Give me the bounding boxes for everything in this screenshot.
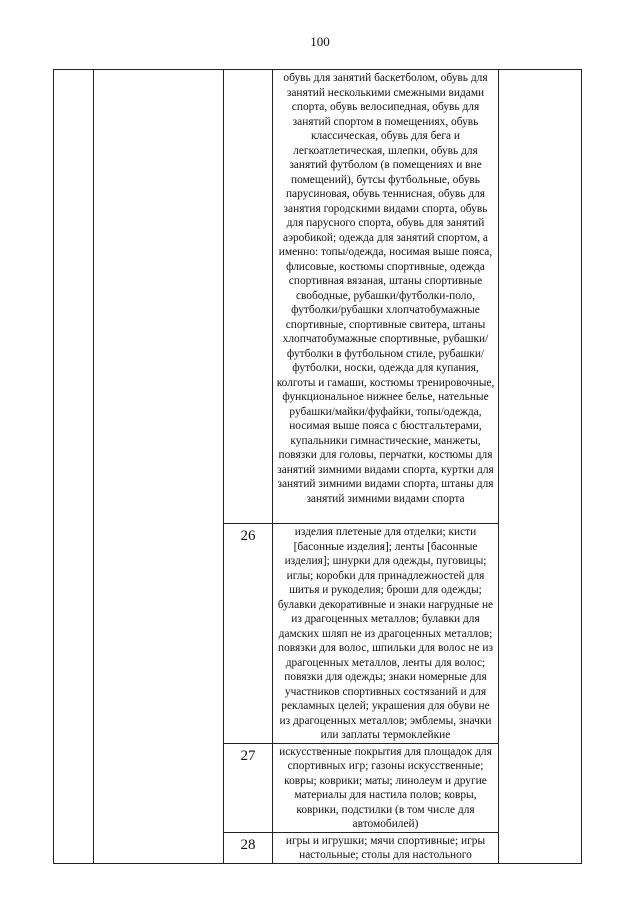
- goods-list-cell: искусственные покрытия для площадок для спортивных игр; газоны искусственные; ковры; коврики; маты; линолеум и другие материалы для настила полов; ковры, коврики, подстилки (в том числе для автомобилей): [273, 743, 499, 832]
- goods-list-cell: изделия плетеные для отделки; кисти [басонные изделия]; ленты [басонные изделия]; шнурки для одежды, пуговицы; иглы; коробки для принадлежностей для шитья и рукоделия; броши для одежды; булавки декоративные и знаки нагрудные не из драгоценных металлов; булавки для дамских шляп не из драгоценных металлов; повязки для волос, шпильки для волос не из драгоценных металлов, ленты для волос; повязки для одежды; знаки номерные для участников спортивных состязаний и для рекламных целей; украшения для обуви не из драгоценных металлов; эмблемы, значки или заплаты термоклейкие: [273, 524, 499, 744]
- class-number-cell: 27: [224, 743, 273, 832]
- class-number-cell: 26: [224, 524, 273, 744]
- empty-cell-col2: [94, 70, 224, 864]
- goods-classification-table: [53, 69, 582, 864]
- empty-cell-col5: [499, 70, 582, 864]
- empty-cell-col1: [54, 70, 94, 864]
- class-number-cell: 28: [224, 832, 273, 863]
- page-number: 100: [310, 34, 330, 49]
- table-row: [54, 70, 582, 524]
- goods-list-cell: обувь для занятий баскетболом, обувь для занятий несколькими смежными видами спорта, обувь велосипедная, обувь для занятий спортом в помещениях, обувь классическая, обувь для бега и легкоатлетическая, шлепки, обувь для занятий футболом (в помещениях и вне помещений), бутсы футбольные, обувь парусиновая, обувь теннисная, обувь для занятия городскими видами спорта, обувь для парусного спорта, обувь для занятий аэробикой; одежда для занятий спортом, а именно: топы/одежда, носимая выше пояса, флисовые, костюмы спортивные, одежда спортивная вязаная, штаны спортивные свободные, рубашки/футболки-поло, футболки/рубашки хлопчатобумажные спортивные, спортивные свитера, штаны хлопчатобумажные спортивные, рубашки/футболки в футбольном стиле, рубашки/футболки, носки, одежда для купания, колготы и гамаши, костюмы тренировочные, функциональное нижнее белье, нательные рубашки/майки/фуфайки, топы/одежда, носимая выше пояса с бюстгальтерами, купальники гимнастические, манжеты, повязки для головы, перчатки, костюмы для занятий зимними видами спорта, куртки для занятий зимними видами спорта, штаны для занятий зимними видами спорта: [273, 70, 499, 524]
- goods-list-cell: игры и игрушки; мячи спортивные; игры настольные; столы для настольного: [273, 832, 499, 863]
- class-number-cell: [224, 70, 273, 524]
